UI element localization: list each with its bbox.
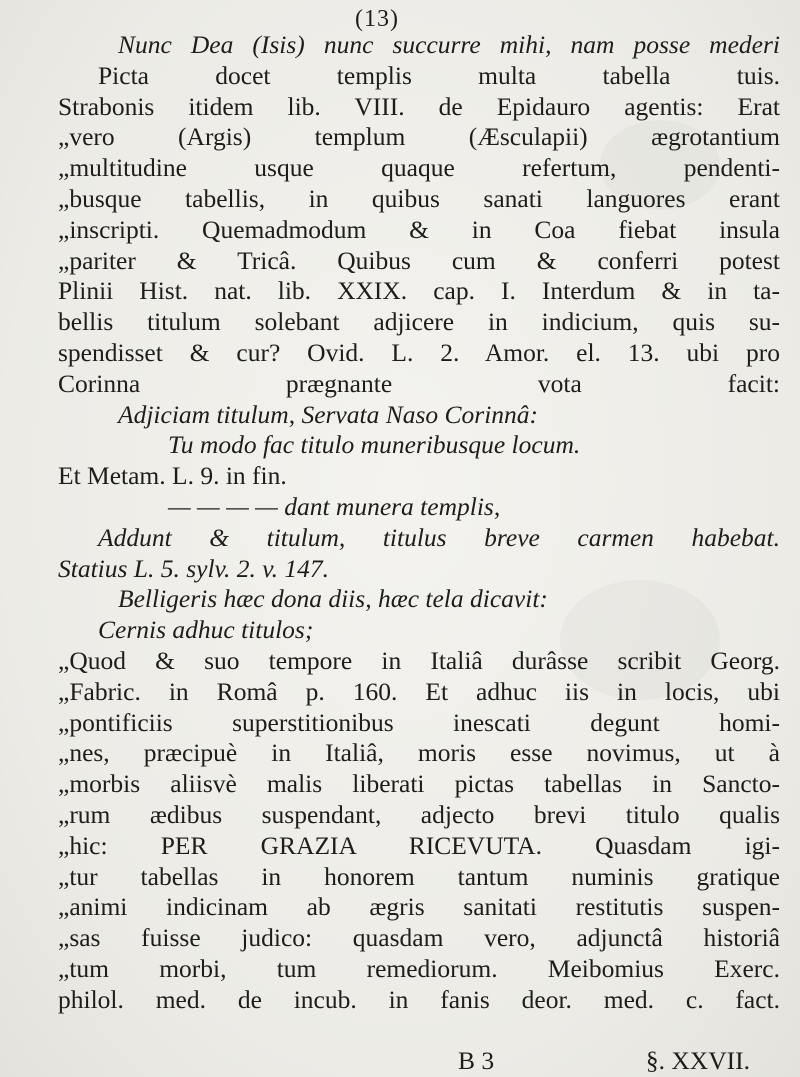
catchword: §. XXVII. [645, 1046, 750, 1076]
text-line: „sas fuisse judico: quasdam vero, adjunctâ historiâ [58, 923, 780, 953]
text-line: Nunc Dea (Isis) nunc succurre mihi, nam posse mederi [118, 30, 780, 59]
verse-line: Tu modo fac titulo muneribusque locum. [168, 430, 581, 460]
text-line: „busque tabellis, in quibus sanati languores erant [58, 183, 780, 213]
verse-line: Addunt & titulum, titulus breve carmen habebat. [98, 522, 780, 552]
signature-mark: B 3 [458, 1046, 495, 1076]
text-line: „inscripti. Quemadmodum & in Coa fiebat insula [58, 214, 780, 244]
text-line: Plinii Hist. nat. lib. XXIX. cap. I. Interdum & in ta- [58, 276, 780, 306]
text-line: „nes, præcipuè in Italiâ, moris esse novimus, ut à [58, 738, 780, 768]
text-line: „tur tabellas in honorem tantum numinis gratique [58, 861, 780, 891]
text-line: „Quod & suo tempore in Italiâ durâsse scribit Georg. [58, 645, 780, 675]
text-line: Et Metam. L. 9. in fin. [58, 461, 287, 491]
verse-line: Cernis adhuc titulos; [98, 615, 314, 645]
text-line: „multitudine usque quaque refertum, pendenti- [58, 153, 780, 183]
text-line: „animi indicinam ab ægris sanitati restitutis suspen- [58, 892, 780, 922]
text-line: „morbis aliisvè malis liberati pictas tabellas in Sancto- [58, 769, 780, 799]
verse-line: — — — — dant munera templis, [168, 491, 501, 521]
text-line: Strabonis itidem lib. VIII. de Epidauro agentis: Erat [58, 91, 780, 121]
text-line: Statius L. 5. sylv. 2. v. 147. [58, 553, 330, 583]
body-text [58, 30, 780, 1076]
text-line: „Fabric. in Româ p. 160. Et adhuc iis in locis, ubi [58, 676, 780, 706]
text-line: „pontificiis superstitionibus inescati degunt homi- [58, 707, 780, 737]
text-line: Corinna prægnante vota facit: [58, 368, 780, 398]
text-line: Picta docet templis multa tabella tuis. [98, 60, 780, 90]
text-line: „rum ædibus suspendant, adjecto brevi titulo qualis [58, 799, 780, 829]
text-line: philol. med. de incub. in fanis deor. med. c. fact. [58, 984, 780, 1014]
verse-line: Belligeris hæc dona diis, hæc tela dicavit: [118, 584, 548, 614]
text-line [58, 1016, 780, 1047]
text-line: bellis titulum solebant adjicere in indicium, quis su- [58, 307, 780, 337]
signature-line [58, 1046, 780, 1076]
page-number: (13) [355, 6, 399, 32]
text-line: spendisset & cur? Ovid. L. 2. Amor. el. 13. ubi pro [58, 337, 780, 367]
verse-line: Adjiciam titulum, Servata Naso Corinnâ: [118, 399, 539, 429]
text-line: „tum morbi, tum remediorum. Meibomius Exerc. [58, 953, 780, 983]
text-line: „vero (Argis) templum (Æsculapii) ægrotantium [58, 122, 780, 152]
text-line: „pariter & Tricâ. Quibus cum & conferri potest [58, 245, 780, 275]
text-line: „hic: PER GRAZIA RICEVUTA. Quasdam igi- [58, 830, 780, 860]
